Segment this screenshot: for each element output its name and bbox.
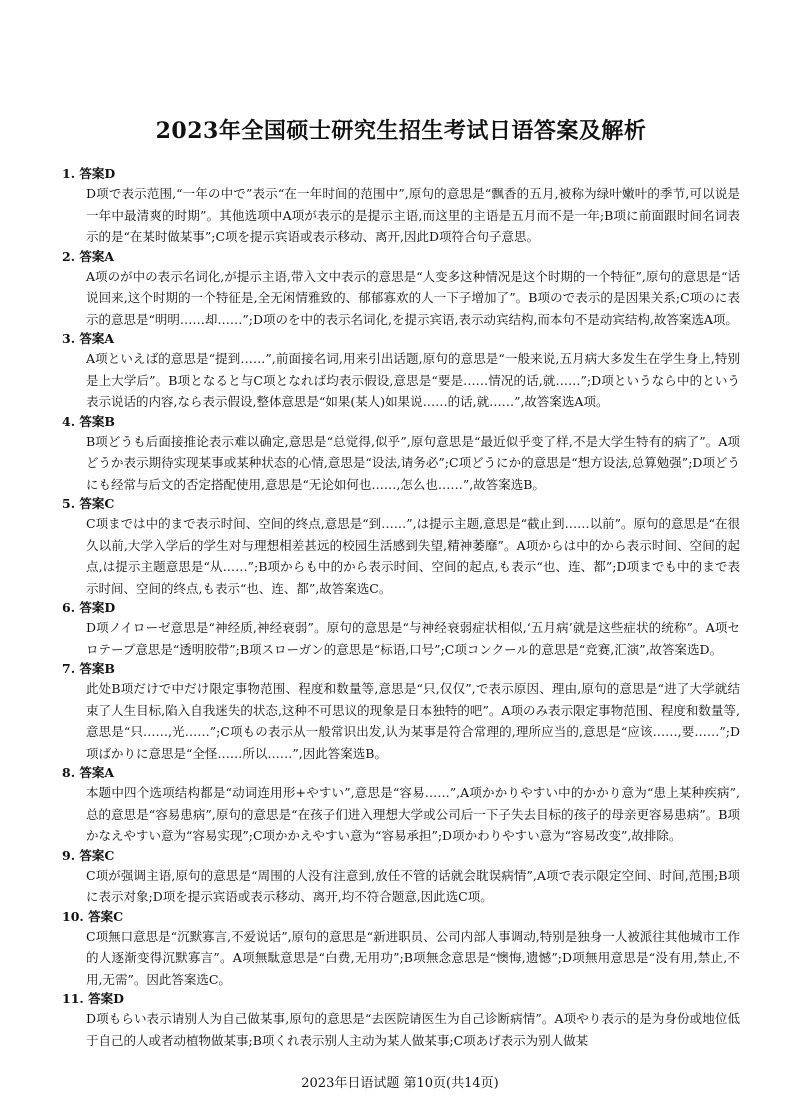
answer-list	[62, 165, 740, 1051]
item-number: 7.	[62, 661, 76, 676]
answer-item	[62, 495, 740, 599]
answer-item	[62, 764, 740, 847]
explanation-text: C项無口意思是“沉默寡言,不爱说话”,原句的意思是“新进职员、公司内部人事调动,特别是独身一人被派往其他城市工作的人逐渐变得沉默寡言”。A项無駄意思是“白费,无用功”;B项無念意思是“懊悔,遗憾”;D项無用意思是“没有用,禁止,不用,无需”。因此答案选C。	[86, 928, 740, 987]
item-number: 4.	[62, 413, 76, 429]
answer-item	[62, 990, 740, 1051]
page-title: 2023年全国硕士研究生招生考试日语答案及解析	[155, 118, 647, 144]
answer-label: 答案D	[79, 166, 116, 181]
answer-label: 答案C	[79, 847, 115, 863]
item-number: 5.	[62, 496, 76, 511]
item-number: 1.	[62, 166, 76, 181]
item-number: 2.	[62, 248, 76, 264]
explanation-text: A项といえば的意思是“提到……”,前面接名词,用来引出话题,原句的意思是“一般来说,五月病大多发生在学生身上,特别是上大学后”。B项となると与C项となれば均表示假设,意思是“要是……情况的话,就……”;D项というなら中的という表示说话的内容,なら表示假设,整体意思是“如果(某人)如果说……的话,就……”,故答案选A项。	[86, 351, 740, 409]
explanation-text: B项どうも后面接推论表示难以确定,意思是“总觉得,似乎”,原句意思是“最近似乎变了样,不是大学生特有的病了”。A项どうか表示期待实现某事或某种状态的心情,意思是“设法,请务必”;C项どうにか的意思是“想方设法,总算勉强”;D项どうにも经常与后文的否定搭配使用,意思是“无论如何也……,怎么也……”,故答案选B。	[86, 433, 740, 492]
explanation-text: 本题中四个选项结构都是“动词连用形+やすい”,意思是“容易……”,A项かかりやすい中的かかり意为“患上某种疾病”,总的意思是“容易患病”,原句的意思是“在孩子们进入理想大学或公司后一下子失去目标的孩子的母亲更容易患病”。B项かなえやすい意为“容易实现”;C项かかえやすい意为“容易承担”;D项かわりやすい意为“容易改变”,故排除。	[86, 785, 740, 843]
item-number: 11.	[62, 991, 84, 1006]
item-number: 3.	[62, 331, 76, 346]
answer-item	[62, 248, 740, 331]
item-number: 10.	[62, 908, 84, 924]
answer-label: 答案D	[88, 991, 124, 1006]
explanation-text: A项のが中の表示名词化,が提示主语,带入文中表示的意思是“人变多这种情况是这个时期的一个特征”,原句的意思是“话说回来,这个时期的一个特征是,全无闲情雅致的、郁郁寡欢的人一下子增加了”。B项ので表示的是因果关系;C项のに表示的意思是“明明……却……”;D项のを中的表示名词化,を提示宾语,表示动宾结构,而本句不是动宾结构,故答案选A项。	[86, 268, 740, 327]
answer-item	[62, 847, 740, 908]
answer-item	[62, 165, 740, 248]
answer-item	[62, 599, 740, 660]
answer-item	[62, 908, 740, 991]
answer-label: 答案D	[79, 600, 116, 615]
item-number: 8.	[62, 765, 76, 780]
answer-item	[62, 330, 740, 413]
page-footer: 2023年日语试题 第10页(共14页)	[301, 1076, 499, 1091]
answer-item	[62, 660, 740, 764]
answer-label: 答案B	[79, 661, 115, 676]
answer-label: 答案C	[88, 908, 124, 924]
item-number: 6.	[62, 600, 76, 615]
explanation-text: C项が强调主语,原句的意思是“周围的人没有注意到,放任不管的话就会耽误病情”,A项で表示限定空间、时间,范围;B项に表示对象;D项を提示宾语或表示移动、离开,均不符合题意,因此选C项。	[86, 867, 740, 904]
answer-label: 答案A	[79, 765, 115, 780]
answer-label: 答案C	[79, 496, 115, 511]
answer-label: 答案B	[79, 413, 115, 429]
explanation-text: D项で表示范围,“一年の中で”表示“在一年时间的范围中”,原句的意思是“飘香的五月,被称为绿叶嫩叶的季节,可以说是一年中最清爽的时期”。其他选项中A项が表示的是提示主语,而这里的主语是五月而不是一年;B项に前面跟时间名词表示的是“在某时做某事”;C项を提示宾语或表示移动、离开,因此D项符合句子意思。	[86, 186, 740, 244]
answer-label: 答案A	[79, 248, 115, 264]
explanation-text: D项ノイローゼ意思是“神经质,神经衰弱”。原句的意思是“与神经衰弱症状相似,‘五月病’就是这些症状的统称”。A项セロテープ意思是“透明胶带”;B项スローガン的意思是“标语,口号”;C项コンクール的意思是“竞赛,汇演”,故答案选D。	[86, 620, 740, 657]
explanation-text: 此处B项だけで中だけ限定事物范围、程度和数量等,意思是“只,仅仅”,で表示原因、理由,原句的意思是“进了大学就结束了人生目标,陷入自我迷失的状态,这种不可思议的现象是日本独特的吧”。A项のみ表示限定事物范围、程度和数量等,意思是“只……,光……”;C项もの表示从一般常识出发,认为某事是符合常理的,理所应当的,意思是“应该……,要……”;D项ばかりに意思是“全怪……所以……”,因此答案选B。	[86, 681, 740, 761]
explanation-text: C项までは中的まで表示时间、空间的终点,意思是“到……”,は提示主题,意思是“截止到……以前”。原句的意思是“在很久以前,大学入学后的学生对与理想相差甚远的校园生活感到失望,精神萎靡”。A项からは中的から表示时间、空间的起点,は提示主题意思是“从……”;B项からも中的から表示时间、空间的起点,も表示“也、连、都”;D项までも中的まで表示时间、空间的终点,も表示“也、连、都”,故答案选C。	[86, 516, 740, 596]
explanation-text: D项もらい表示请别人为自己做某事,原句的意思是“去医院请医生为自己诊断病情”。A项やり表示的是为身份或地位低于自己的人或者动植物做某事;B项くれ表示别人主动为某人做某事;C项あげ表示为别人做某	[86, 1011, 740, 1048]
answer-item	[62, 413, 740, 496]
item-number: 9.	[62, 847, 76, 863]
answer-label: 答案A	[79, 331, 115, 346]
